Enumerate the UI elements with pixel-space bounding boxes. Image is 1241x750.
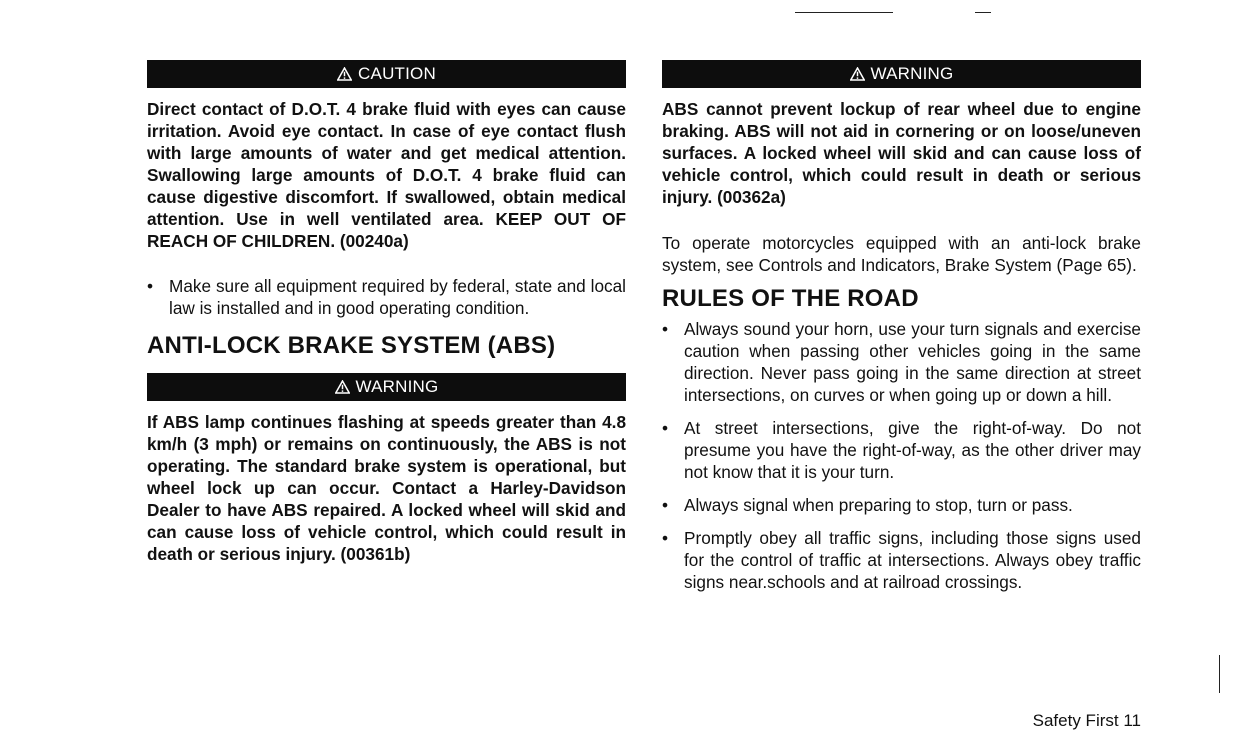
warning-label: WARNING xyxy=(870,64,954,83)
warning-triangle-icon xyxy=(337,67,352,81)
abs-section-heading: ANTI-LOCK BRAKE SYSTEM (ABS) xyxy=(147,332,556,359)
abs-reference-paragraph: To operate motorcycles equipped with an anti-lock brake system, see Controls and Indicators, Brake System (Page 65). xyxy=(662,233,1141,275)
bullet-text: Always sound your horn, use your turn signals and exercise caution when passing other vehicles going in the same direction. Never pass going in the same direction at street intersections, on curves or when going up or down a hill. xyxy=(684,319,1141,405)
scan-artifact-line xyxy=(795,12,893,13)
equipment-bullet-list xyxy=(147,275,626,319)
warning-triangle-icon xyxy=(850,67,865,81)
bullet-icon: • xyxy=(662,418,669,438)
bullet-text: At street intersections, give the right-of-way. Do not presume you have the right-of-way, as the other driver may not know that it is your turn. xyxy=(684,418,1141,482)
warning-triangle-icon xyxy=(335,380,350,394)
list-item xyxy=(662,527,1141,593)
caution-banner xyxy=(147,60,626,88)
footer-section-name: Safety First xyxy=(1032,711,1119,730)
abs-warning-text: If ABS lamp continues flashing at speeds greater than 4.8 km/h (3 mph) or remains on continuously, the ABS is not operating. The standard brake system is operational, but wheel lock up can occur. Contact a Harley-Davidson Dealer to have ABS repaired. A locked wheel will skid and can cause loss of vehicle control, which could result in death or serious injury. (00361b) xyxy=(147,412,626,564)
scan-artifact-line xyxy=(1219,655,1220,693)
left-column xyxy=(147,60,626,565)
bullet-text: Always signal when preparing to stop, turn or pass. xyxy=(684,495,1073,515)
page-footer xyxy=(1033,710,1141,732)
list-item xyxy=(662,318,1141,406)
bullet-text: Make sure all equipment required by federal, state and local law is installed and in good operating condition. xyxy=(169,276,626,318)
engine-braking-warning-text: ABS cannot prevent lockup of rear wheel due to engine braking. ABS will not aid in cornering or on loose/uneven surfaces. A locked wheel will skid and can cause loss of vehicle control, which could result in death or serious injury. (00362a) xyxy=(662,99,1141,207)
list-item xyxy=(147,275,626,319)
engine-braking-warning-banner xyxy=(662,60,1141,88)
abs-warning-banner xyxy=(147,373,626,401)
scan-artifact-line xyxy=(975,12,991,13)
caution-text: Direct contact of D.O.T. 4 brake fluid with eyes can cause irritation. Avoid eye contact. In case of eye contact flush with large amounts of water and get medical attention. Swallowing large amounts of D.O.T. 4 brake fluid can cause digestive discomfort. If swallowed, obtain medical attention. Use in well ventilated area. KEEP OUT OF REACH OF CHILDREN. (00240a) xyxy=(147,99,626,251)
bullet-text: Promptly obey all traffic signs, including those signs used for the control of traffic at intersections. Always obey traffic signs near.schools and at railroad crossings. xyxy=(684,528,1141,592)
warning-label: WARNING xyxy=(355,377,439,396)
right-column xyxy=(662,60,1141,593)
page-number: 11 xyxy=(1123,711,1141,730)
rules-bullet-list xyxy=(662,318,1141,593)
bullet-icon: • xyxy=(147,276,154,296)
list-item xyxy=(662,494,1141,516)
bullet-icon: • xyxy=(662,319,669,339)
bullet-icon: • xyxy=(662,528,669,548)
bullet-icon: • xyxy=(662,495,669,515)
caution-label: CAUTION xyxy=(358,64,436,83)
rules-of-road-heading: RULES OF THE ROAD xyxy=(662,285,919,312)
list-item xyxy=(662,417,1141,483)
